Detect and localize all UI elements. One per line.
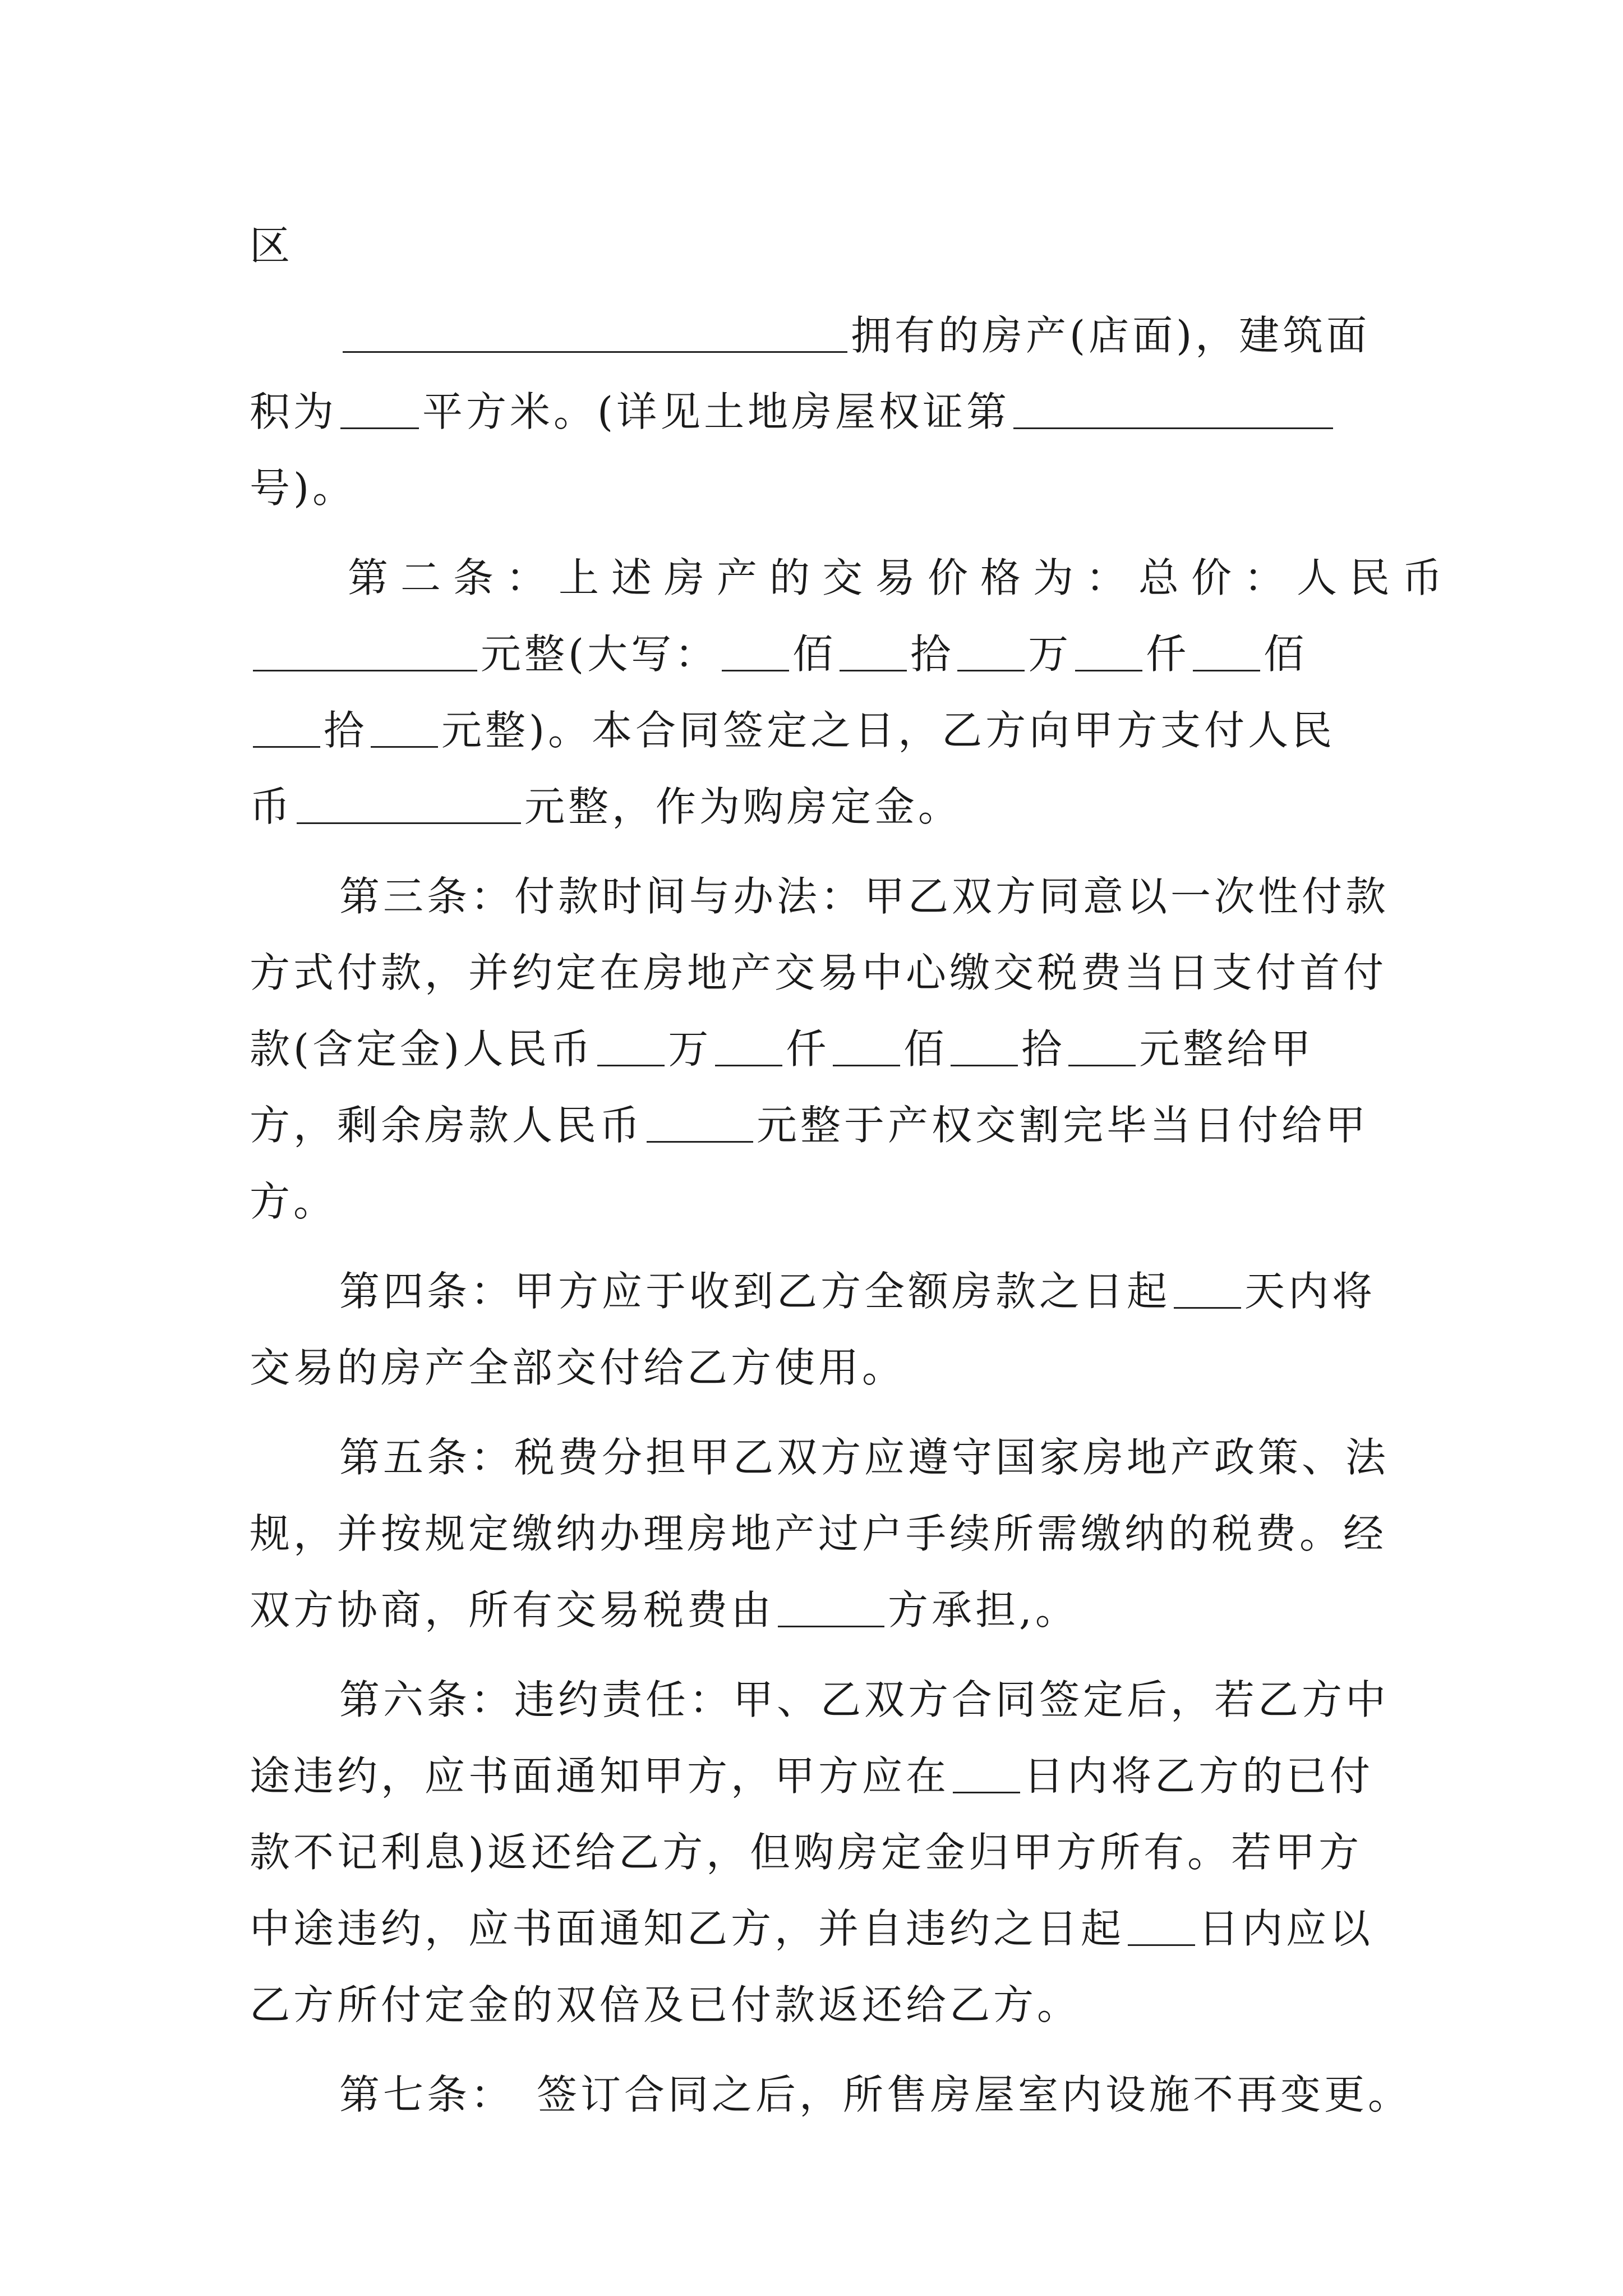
text-line [250,1087,1388,1163]
text-line [250,540,1455,616]
blank-field[interactable] [1013,388,1333,429]
text-run: 元整)。本合同签定之日，乙方向甲方支付人民 [441,707,1336,754]
text-line [250,208,1388,284]
text-line [250,769,1388,845]
text-run: 第二条：上述房产的交易价格为：总价：人民币 [348,554,1455,601]
blank-field[interactable] [833,1025,900,1066]
text-run: 交易的房产全部交付给乙方使用。 [250,1344,906,1391]
contract-body [250,208,1455,2133]
text-run: 佰 [1264,631,1308,678]
text-line [250,1419,1388,1496]
text-run: 途违约，应书面通知甲方，甲方应在 [250,1752,950,1800]
text-run: 双方协商，所有交易税费由 [250,1586,775,1634]
text-line [250,450,1388,526]
text-line [250,297,1388,374]
text-run: 号)。 [250,464,357,512]
blank-field[interactable] [1075,631,1142,671]
text-run: 积为 [250,388,338,435]
blank-field[interactable] [597,1025,665,1066]
text-line [250,935,1388,1011]
text-run: 签订合同之后，所售房屋室内设施不再变更。 [537,2071,1412,2118]
text-run: 第四条：甲方应于收到乙方全额房款之日起 [339,1268,1171,1315]
blank-field[interactable] [1128,1905,1195,1946]
text-run: 币 [250,783,294,830]
blank-field[interactable] [957,631,1025,671]
text-line [250,374,1388,450]
text-line [250,1329,1388,1406]
text-run: 拾 [324,707,368,754]
blank-field[interactable] [953,1752,1020,1793]
text-line [250,2056,1412,2133]
text-run: 方式付款，并约定在房地产交易中心缴交税费当日支付首付 [250,949,1387,996]
text-run: 款不记利息)返还给乙方，但购房定金归甲方所有。若甲方 [250,1829,1363,1876]
blank-field[interactable] [297,783,521,824]
text-run: 第六条：违约责任：甲、乙双方合同签定后，若乙方中 [339,1676,1390,1723]
text-run: 乙方所付定金的双倍及已付款返还给乙方。 [250,1981,1081,2028]
text-run: 第三条：付款时间与办法：甲乙双方同意以一次性付款 [339,873,1390,920]
text-line [250,1967,1388,2043]
blank-field[interactable] [1068,1025,1136,1066]
text-run: 拥有的房产(店面)，建筑面 [851,312,1371,359]
text-run: 中途违约，应书面通知乙方，并自违约之日起 [250,1905,1125,1952]
blank-field[interactable] [951,1025,1018,1066]
blank-field[interactable] [778,1586,884,1627]
text-run: 方。 [250,1178,338,1225]
text-run: 规，并按规定缴纳办理房地产过户手续所需缴纳的税费。经 [250,1510,1387,1557]
text-run: 元整给甲 [1139,1025,1315,1073]
text-line [250,1814,1388,1890]
text-run: 第五条：税费分担甲乙双方应遵守国家房地产政策、法 [339,1434,1390,1481]
text-run: 拾 [1021,1025,1066,1073]
blank-field[interactable] [343,312,847,353]
text-run: 平方米。(详见土地房屋权证第 [422,388,1011,435]
text-run: 天内将 [1244,1268,1376,1315]
text-run: 日内应以 [1198,1905,1374,1952]
blank-field[interactable] [1193,631,1260,671]
text-run: 元整，作为购房定金。 [524,783,962,830]
blank-field[interactable] [340,388,419,429]
blank-field[interactable] [722,631,789,671]
text-line [250,692,1388,769]
text-run: 元整于产权交割完毕当日付给甲 [757,1102,1370,1149]
blank-field[interactable] [715,1025,782,1066]
text-line [250,1662,1388,1738]
text-line [250,1011,1388,1087]
text-run: 日内将乙方的已付 [1023,1752,1374,1800]
blank-field[interactable] [371,707,438,748]
blank-field[interactable] [647,1102,753,1143]
text-run: 方，剩余房款人民币 [250,1102,644,1149]
text-run: 第七条： [339,2071,515,2118]
text-run: 万 [668,1025,712,1073]
blank-field[interactable] [840,631,907,671]
text-run: 佰 [792,631,837,678]
text-line [250,1496,1388,1572]
text-line [250,616,1388,692]
blank-field[interactable] [1174,1268,1241,1309]
text-run: 区 [250,222,294,269]
text-line [250,1163,1388,1240]
text-line [250,1738,1388,1814]
text-run: 仟 [786,1025,830,1073]
text-line [250,1890,1388,1967]
text-line [250,1572,1388,1648]
text-run: 万 [1028,631,1072,678]
text-line [250,858,1388,935]
text-run: 仟 [1146,631,1190,678]
text-run: 拾 [910,631,955,678]
blank-field[interactable] [253,707,320,748]
text-run: 元整(大写： [481,631,719,678]
text-run: 方承担,。 [888,1586,1079,1634]
text-line [250,1253,1388,1329]
text-run: 款(含定金)人民币 [250,1025,594,1073]
blank-field[interactable] [253,631,477,671]
text-run: 佰 [903,1025,948,1073]
